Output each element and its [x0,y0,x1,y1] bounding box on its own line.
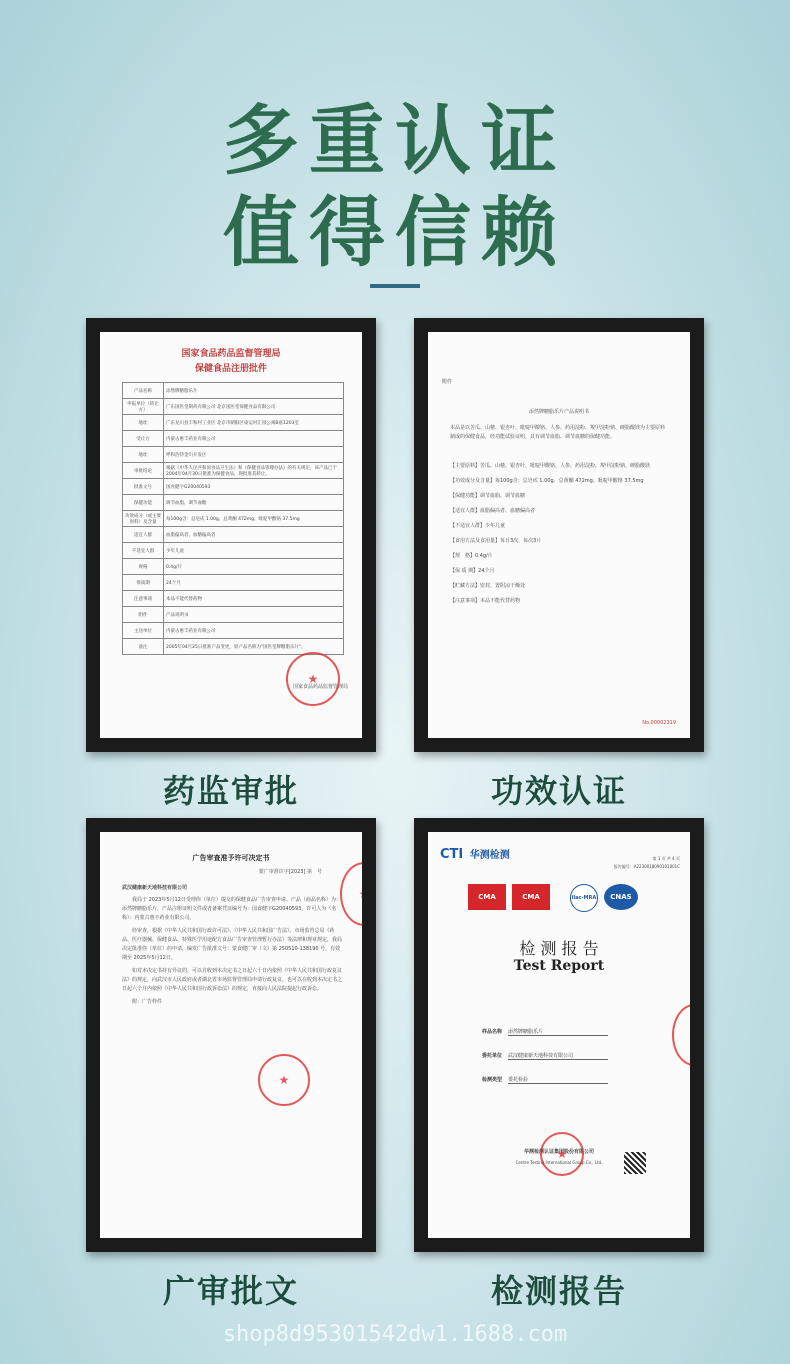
cma-badge-1: CMA [468,884,506,910]
doc1-row-key: 产品名称 [123,383,164,399]
card-caption-2: 功效认证 [490,772,627,810]
doc3-paragraph: 经审查，根据《中华人民共和国行政许可法》、《中华人民共和国广告法》、市场监管总局《药品、医疗器械、保健食品、特殊医学用途配方食品广告审查管理暂行办法》等法律和规章规定，我局决定批准你（单位）的申请，编发广告批准文号：蒙食健广审（文）第 250510-138190 号，有效期至 2025年5月12日。 [122,928,343,961]
doc3-company: 武汉健康新天地科技有限公司 [122,885,188,891]
card-caption-4: 检测报告 [490,1272,627,1310]
doc1-row [123,399,344,415]
doc1-row-value: 国食健字G20040593 [164,479,344,495]
doc1-row [123,495,344,511]
doc1-row-key: 注意事项 [123,591,164,607]
doc1-row-key: 申报单位（转让方） [123,399,164,415]
report-field-key: 检测类型 [482,1077,503,1083]
doc2-title: 添然牌糖脂乐片产品说明书 [528,409,589,415]
certificate-frame-fda [86,318,376,752]
doc1-row-value: 24个月 [164,575,344,591]
doc1-footer: 国家食品药品监督管理局 [292,684,348,690]
report-field [482,1052,608,1060]
efficacy-document [428,332,690,738]
doc1-row-key: 保质期 [123,575,164,591]
qr-code-icon [624,1152,646,1174]
doc1-row-key: 审批结论 [123,463,164,479]
doc1-title-1: 国家食品药品监督管理局 [181,349,281,359]
headline-line-2: 值得信赖 [223,188,567,277]
doc1-row [123,559,344,575]
doc3-title: 广告审查准予许可决定书 [192,854,270,862]
doc4-report-no: 报告编号：A2230018090101001C [613,864,680,869]
doc2-number: No.00002319 [642,720,676,726]
doc1-row-key: 附件 [123,607,164,623]
doc1-row-value: 内蒙古惠丰药业有限公司 [164,623,344,639]
doc1-row-key: 批准文号 [123,479,164,495]
doc1-row-key: 保健功能 [123,495,164,511]
issuer-cn: 华测检测认证集团股份有限公司 [523,1149,594,1155]
doc1-row-key: 受让方 [123,431,164,447]
doc1-row-value: 产品说明书 [164,607,344,623]
doc1-row [123,415,344,431]
shop-watermark: shop8d95301542dw1.1688.com [222,1322,568,1347]
doc2-line: 【主要原料】苦瓜、山楂、银杏叶、吡啶甲酸铬、人参、药用淀粉、羧甲淀粉钠、硬脂酸镁 [450,463,651,469]
doc1-row-value: 呼和浩特金川开发区 [164,447,344,463]
report-field [482,1028,608,1036]
certificate-frame-ad [86,818,376,1252]
doc1-row-key: 主送单位 [123,623,164,639]
fda-approval-document [100,332,362,738]
cti-latin: CTI [440,847,464,862]
doc1-table [122,382,344,655]
headline-line-1: 多重认证 [223,96,567,185]
doc1-row [123,463,344,479]
doc2-lines [450,462,668,612]
doc2-line: 【规 格】0.4g/片 [450,553,493,559]
doc1-row-value: 广东国医堂制药有限公司 北京国医堂保健食品有限公司 [164,399,344,415]
doc2-line: 【贮藏方法】密封，置阴凉干燥处 [450,583,526,589]
doc1-row-value: 本品不能代替药物 [164,591,344,607]
title-divider [370,284,420,288]
doc1-row-value: 调节血脂、调节血糖 [164,495,344,511]
doc1-row-value: 广东龙川县丰和村工业区 北京市朝阳区東运村汇园公寓B座1203室 [164,415,344,431]
doc1-row-key: 功效成分（或主要原料）及含量 [123,511,164,527]
doc1-row [123,543,344,559]
cti-chinese: 华测检测 [469,850,510,861]
doc2-line: 【食用方法及食用量】每日3次，每次3片 [450,538,542,544]
doc1-row [123,383,344,399]
report-field-value: 委托检验 [508,1076,608,1084]
ad-approval-document [100,832,362,1238]
doc1-row-key: 地址 [123,447,164,463]
cma-badge-2: CMA [512,884,550,910]
doc2-line: 【保 质 期】24个月 [450,568,495,574]
doc1-row [123,431,344,447]
doc1-row [123,479,344,495]
doc3-paragraph: 如对本决定书持有异议的，可以自收到本决定书之日起六十日内依照《中华人民共和国行政复议法》的规定，向武汉市人民政府或者湖北省市场监督管理局申请行政复议，也可以在收到本决定书之日起六个月内依照《中华人民共和国行政诉讼法》的规定，直接向人民法院提起行政诉讼。 [122,968,343,992]
doc2-intro: 本品是以苦瓜、山楂、银杏叶、吡啶甲酸铬、人参、药用淀粉、羧甲淀粉钠、硬脂酸镁为主要原料制成的保健食品，经功能试验证明，具有调节血脂、调节血糖的保健功能。 [450,425,666,440]
doc1-row-value: 内蒙古惠丰药业有限公司 [164,431,344,447]
doc1-row-key: 适宜人群 [123,527,164,543]
doc2-line: 【保健功能】调节血脂、调节血糖 [450,493,526,499]
doc1-row-key: 规格 [123,559,164,575]
doc1-row-value: 根据《中华人民共和国食品卫生法》和《保健食品管理办法》的有关规定，该产品已于2004年04月30日批准为保健食品，现批准其转让。 [164,463,344,479]
doc2-line: 【注意事项】本品不能代替药物 [450,598,521,604]
doc1-row-value: 添然牌糖脂乐片 [164,383,344,399]
report-field [482,1076,608,1084]
red-seal-icon [286,652,340,706]
doc1-row [123,591,344,607]
report-title-en: Test Report [513,958,605,974]
doc1-row-value: 少年儿童 [164,543,344,559]
ilac-badge: ilac-MRA [570,884,598,912]
report-field-key: 样品名称 [482,1029,503,1035]
report-field-key: 委托单位 [482,1053,503,1059]
test-report-document [428,832,690,1238]
report-title-cn: 检 测 报 告 [519,939,599,958]
doc4-page: 第 1 页 共 4 页 [652,856,680,861]
doc2-line: 【功效成分及含量】每100g含：总皂甙 1.00g、总黄酮 472mg、吡啶甲酸铬 37.5mg [450,478,644,484]
doc1-row [123,447,344,463]
certificate-frame-test [414,818,704,1252]
cti-logo [440,846,510,862]
card-caption-3: 广审批文 [162,1272,299,1310]
red-seal-edge-icon [672,1004,690,1066]
cnas-badge: CNAS [604,884,638,910]
doc3-ref: 蒙广审准许字[2023] 第 号 [258,869,322,875]
doc1-row-key: 地址 [123,415,164,431]
certificate-frame-efficacy [414,318,704,752]
doc1-row-value: 每100g含：总皂甙 1.00g、总黄酮 472mg、吡啶甲酸铬 37.5mg [164,511,344,527]
card-caption-1: 药监审批 [162,772,299,810]
report-field-value: 添然牌糖脂乐片 [508,1028,608,1036]
doc1-row [123,575,344,591]
doc1-row [123,511,344,527]
doc1-title-2: 保健食品注册批件 [194,364,267,374]
red-seal-icon [540,1132,584,1176]
doc3-paragraph: 我局于 2023年5月12日受理你（单位）提交的保健食品广告审查申请。产品（商品名称）为：添然牌糖脂乐片，产品注册证明文件或者备案凭证编号为：国食健字G20040593，许可人为（名称）：内蒙古惠丰药业有限公司。 [122,897,341,921]
doc2-line: 【不适宜人群】少年儿童 [450,523,506,529]
doc2-label: 附件 [442,379,453,385]
doc1-row [123,607,344,623]
doc1-row [123,623,344,639]
doc1-row-key: 备注 [123,639,164,655]
doc1-row [123,527,344,543]
doc1-row-value: 血脂偏高者、血糖偏高者 [164,527,344,543]
doc2-line: 【适宜人群】血脂偏高者、血糖偏高者 [450,508,536,514]
red-seal-icon [258,1054,310,1106]
doc3-paragraph: 附：广告样件 [132,999,163,1005]
doc1-row-value: 2005年04月25日批准产品变更，原产品名称为"国医堂牌糖脂乐片"。 [164,639,344,655]
doc3-paragraphs [122,896,344,1011]
doc1-row-value: 0.4g/片 [164,559,344,575]
doc1-row-key: 不适宜人群 [123,543,164,559]
report-field-value: 武汉健康新天地科技有限公司 [508,1052,608,1060]
issuer-en: Centre Testing International Group Co., Ltd. [515,1160,603,1165]
